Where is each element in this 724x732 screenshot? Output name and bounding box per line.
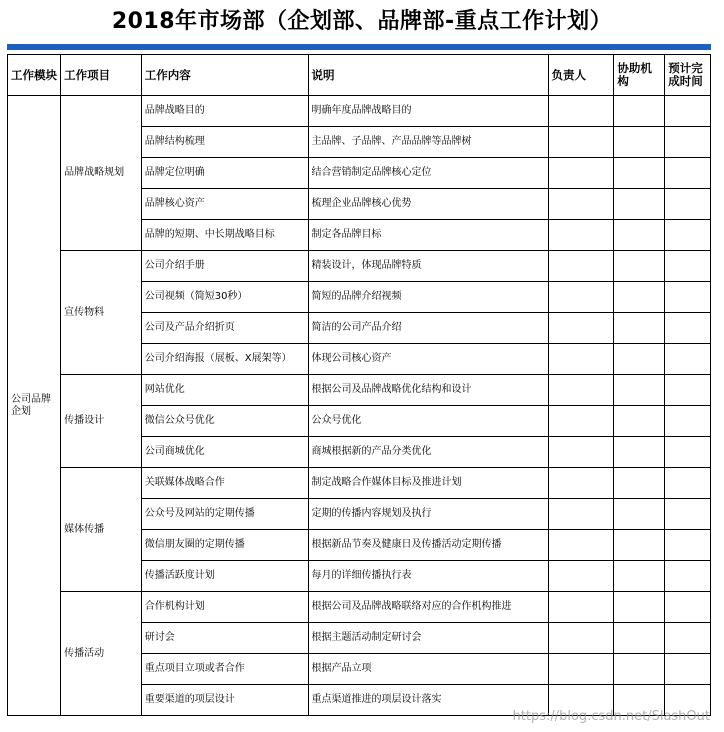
owner-cell [548, 189, 614, 220]
desc-cell: 体现公司核心资产 [308, 344, 548, 375]
owner-cell [548, 344, 614, 375]
assist-cell [614, 499, 665, 530]
table-body [8, 96, 711, 716]
content-cell: 品牌核心资产 [141, 189, 308, 220]
project-cell: 传播设计 [61, 375, 142, 468]
header-desc: 说明 [308, 55, 548, 96]
assist-cell [614, 530, 665, 561]
time-cell [665, 251, 711, 282]
table-row [8, 251, 711, 282]
desc-cell: 每月的详细传播执行表 [308, 561, 548, 592]
owner-cell [548, 96, 614, 127]
owner-cell [548, 623, 614, 654]
time-cell [665, 313, 711, 344]
owner-cell [548, 561, 614, 592]
desc-cell: 根据公司及品牌战略联络对应的合作机构推进 [308, 592, 548, 623]
assist-cell [614, 344, 665, 375]
header-owner: 负责人 [548, 55, 614, 96]
desc-cell: 重点渠道推进的项层设计落实 [308, 685, 548, 716]
module-cell: 公司品牌企划 [8, 96, 61, 716]
content-cell: 研讨会 [141, 623, 308, 654]
table-row [8, 375, 711, 406]
time-cell [665, 437, 711, 468]
desc-cell: 结合营销制定品牌核心定位 [308, 158, 548, 189]
page-title: 2018年市场部（企划部、品牌部-重点工作计划） [111, 9, 613, 34]
table-row [8, 468, 711, 499]
content-cell: 品牌的短期、中长期战略目标 [141, 220, 308, 251]
project-cell: 宣传物料 [61, 251, 142, 375]
header-content: 工作内容 [141, 55, 308, 96]
content-cell: 品牌结构梳理 [141, 127, 308, 158]
content-cell: 品牌定位明确 [141, 158, 308, 189]
time-cell [665, 127, 711, 158]
owner-cell [548, 251, 614, 282]
desc-cell: 简洁的公司产品介绍 [308, 313, 548, 344]
content-cell: 重点项目立项或者合作 [141, 654, 308, 685]
assist-cell [614, 220, 665, 251]
assist-cell [614, 96, 665, 127]
owner-cell [548, 220, 614, 251]
owner-cell [548, 375, 614, 406]
content-cell: 公众号及网站的定期传播 [141, 499, 308, 530]
desc-cell: 定期的传播内容规划及执行 [308, 499, 548, 530]
owner-cell [548, 654, 614, 685]
desc-cell: 制定战略合作媒体目标及推进计划 [308, 468, 548, 499]
content-cell: 网站优化 [141, 375, 308, 406]
assist-cell [614, 561, 665, 592]
content-cell: 传播活跃度计划 [141, 561, 308, 592]
project-cell: 媒体传播 [61, 468, 142, 592]
desc-cell: 梳理企业品牌核心优势 [308, 189, 548, 220]
assist-cell [614, 127, 665, 158]
header-module: 工作模块 [8, 55, 61, 96]
time-cell [665, 158, 711, 189]
desc-cell: 主品牌、子品牌、产品品牌等品牌树 [308, 127, 548, 158]
desc-cell: 商城根据新的产品分类优化 [308, 437, 548, 468]
time-cell [665, 344, 711, 375]
desc-cell: 根据新品节奏及健康日及传播活动定期传播 [308, 530, 548, 561]
desc-cell: 根据主题活动制定研讨会 [308, 623, 548, 654]
time-cell [665, 220, 711, 251]
time-cell [665, 406, 711, 437]
assist-cell [614, 623, 665, 654]
time-cell [665, 499, 711, 530]
owner-cell [548, 530, 614, 561]
assist-cell [614, 437, 665, 468]
time-cell [665, 561, 711, 592]
desc-cell: 公众号优化 [308, 406, 548, 437]
project-cell: 品牌战略规划 [61, 96, 142, 251]
content-cell: 公司及产品介绍折页 [141, 313, 308, 344]
content-cell: 公司介绍海报（展板、X展架等） [141, 344, 308, 375]
time-cell [665, 623, 711, 654]
time-cell [665, 592, 711, 623]
owner-cell [548, 499, 614, 530]
time-cell [665, 375, 711, 406]
desc-cell: 明确年度品牌战略目的 [308, 96, 548, 127]
desc-cell: 制定各品牌目标 [308, 220, 548, 251]
assist-cell [614, 158, 665, 189]
header-project: 工作项目 [61, 55, 142, 96]
assist-cell [614, 592, 665, 623]
content-cell: 公司商城优化 [141, 437, 308, 468]
content-cell: 重要渠道的项层设计 [141, 685, 308, 716]
owner-cell [548, 282, 614, 313]
table-header-row [8, 55, 711, 96]
owner-cell [548, 592, 614, 623]
assist-cell [614, 654, 665, 685]
desc-cell: 根据公司及品牌战略优化结构和设计 [308, 375, 548, 406]
owner-cell [548, 437, 614, 468]
work-plan-table [7, 54, 711, 716]
assist-cell [614, 251, 665, 282]
header-assist: 协助机构 [614, 55, 665, 96]
time-cell [665, 189, 711, 220]
assist-cell [614, 189, 665, 220]
time-cell [665, 468, 711, 499]
time-cell [665, 282, 711, 313]
content-cell: 公司介绍手册 [141, 251, 308, 282]
content-cell: 关联媒体战略合作 [141, 468, 308, 499]
owner-cell [548, 127, 614, 158]
time-cell [665, 530, 711, 561]
owner-cell [548, 158, 614, 189]
content-cell: 微信公众号优化 [141, 406, 308, 437]
time-cell [665, 96, 711, 127]
owner-cell [548, 313, 614, 344]
assist-cell [614, 406, 665, 437]
content-cell: 品牌战略目的 [141, 96, 308, 127]
assist-cell [614, 468, 665, 499]
table-row [8, 592, 711, 623]
content-cell: 公司视频（简短30秒） [141, 282, 308, 313]
watermark: https://blog.csdn.net/SlashOut [512, 709, 710, 724]
assist-cell [614, 282, 665, 313]
project-cell: 传播活动 [61, 592, 142, 716]
assist-cell [614, 313, 665, 344]
content-cell: 微信朋友圈的定期传播 [141, 530, 308, 561]
owner-cell [548, 468, 614, 499]
time-cell [665, 654, 711, 685]
assist-cell [614, 375, 665, 406]
desc-cell: 精装设计，体现品牌特质 [308, 251, 548, 282]
table-row [8, 96, 711, 127]
owner-cell [548, 406, 614, 437]
header-time: 预计完成时间 [665, 55, 711, 96]
desc-cell: 简短的品牌介绍视频 [308, 282, 548, 313]
content-cell: 合作机构计划 [141, 592, 308, 623]
desc-cell: 根据产品立项 [308, 654, 548, 685]
header-accent-bar [7, 44, 711, 50]
